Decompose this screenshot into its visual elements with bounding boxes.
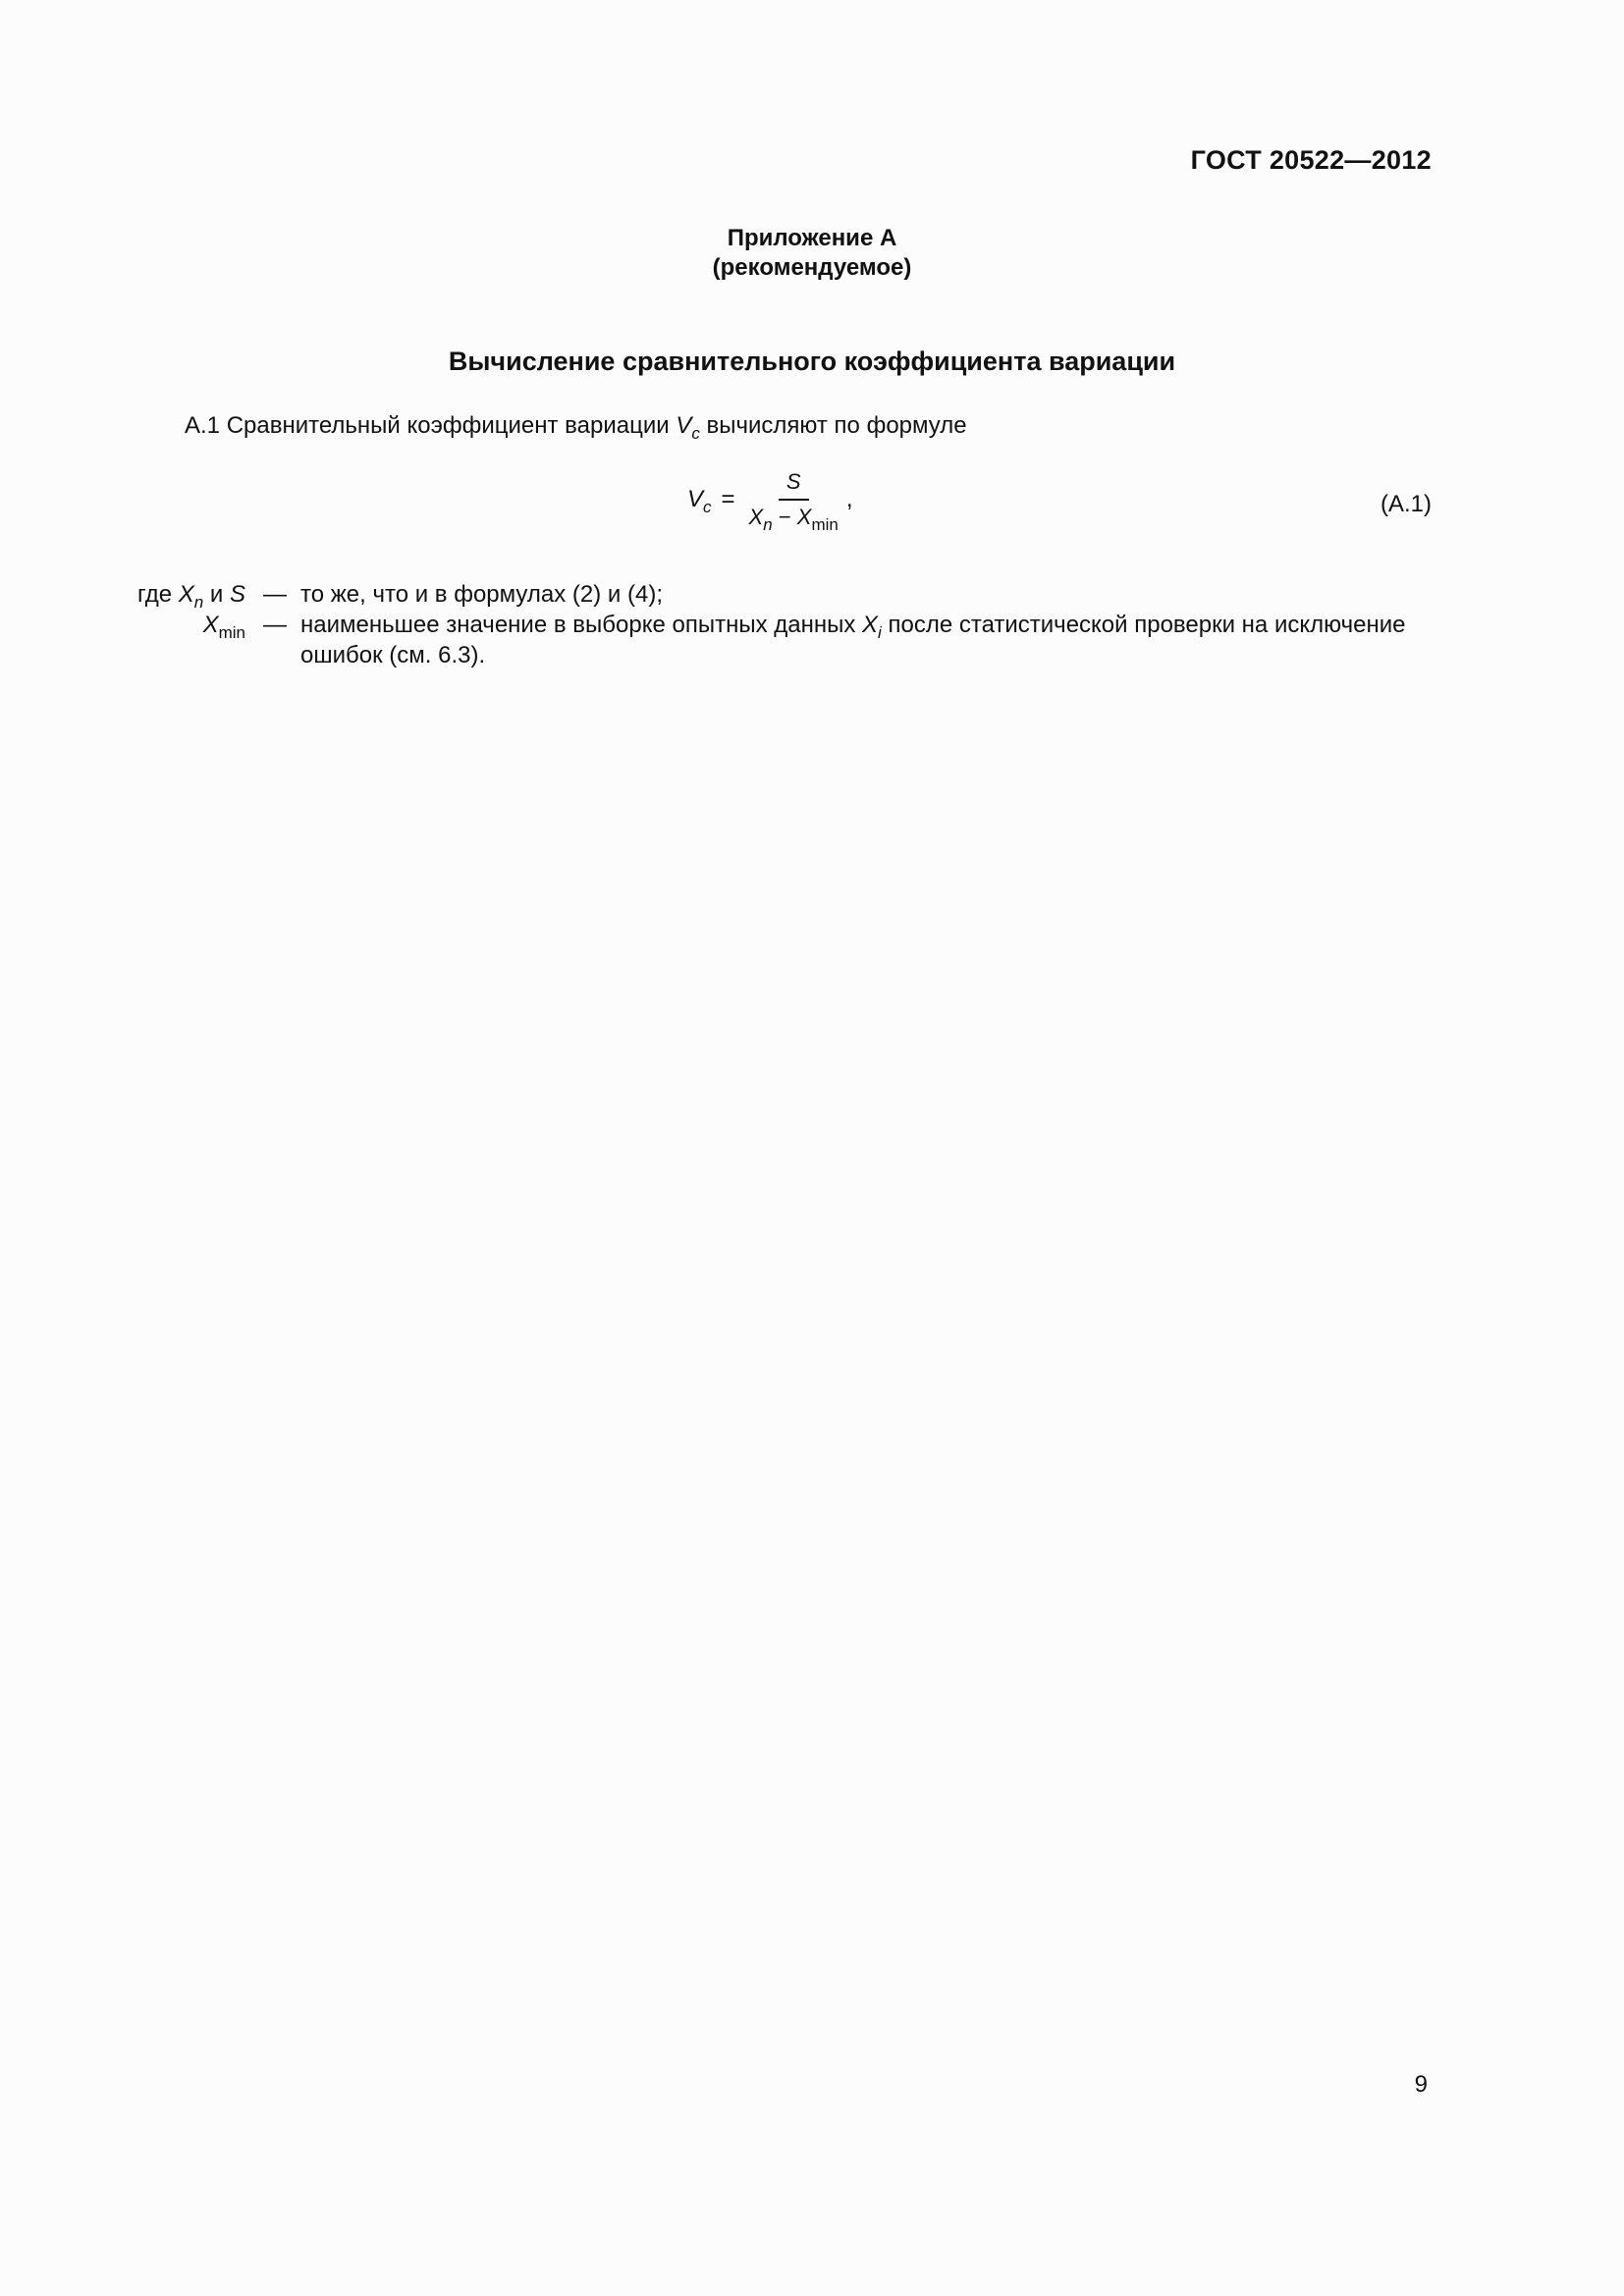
symbol-xi-sub: i — [878, 623, 882, 642]
appendix-title: Приложение А — [727, 225, 897, 251]
definition-symbol — [116, 610, 263, 670]
definition-text-suffix: после статистической проверки на исключение ошибок (см. 6.3). — [300, 612, 1406, 668]
where-lead: где — [137, 581, 173, 608]
den-minus: − — [778, 505, 791, 529]
definition-symbol — [116, 579, 263, 610]
definition-dash: — — [263, 612, 287, 638]
paragraph-a1 — [185, 412, 967, 443]
formula-equals: = — [721, 486, 735, 512]
appendix-status: (рекомендуемое) — [712, 254, 912, 281]
definition-dash: — — [263, 581, 287, 608]
formula-lhs-sub: c — [703, 498, 712, 516]
den-var1: X — [748, 505, 764, 529]
formula-denominator — [743, 501, 844, 534]
section-title: Вычисление сравнительного коэффициента вариации — [448, 347, 1176, 376]
symbol-x: X — [202, 612, 219, 638]
variable-v: V — [676, 412, 692, 439]
variable-v-subscript: c — [691, 424, 700, 443]
where-definitions — [116, 579, 1428, 670]
paragraph-suffix: вычисляют по формуле — [699, 412, 967, 439]
symbol-s: S — [229, 581, 245, 608]
equation-number: (А.1) — [1380, 491, 1432, 517]
definition-row — [116, 610, 1428, 670]
den-var2: X — [796, 505, 812, 529]
page-number: 9 — [1414, 2071, 1428, 2098]
formula-a1 — [687, 469, 853, 534]
definition-text: то же, что и в формулах (2) и (4); — [300, 581, 663, 608]
appendix-heading — [0, 224, 1624, 283]
symbol-x-sub: min — [218, 623, 245, 642]
symbol-and: и — [203, 581, 230, 608]
den-sub1: n — [763, 515, 773, 534]
definition-text-prefix: наименьшее значение в выборке опытных данных — [300, 612, 863, 638]
paragraph-prefix: А.1 Сравнительный коэффициент вариации — [185, 412, 677, 439]
definition-row — [116, 579, 1428, 610]
symbol-x-sub: n — [193, 593, 204, 612]
document-code: ГОСТ 20522—2012 — [1190, 145, 1432, 175]
formula-fraction — [743, 469, 844, 534]
symbol-x: X — [178, 581, 194, 608]
formula-numerator-var: S — [785, 469, 801, 494]
formula-numerator — [779, 469, 809, 501]
formula-comma: , — [845, 486, 853, 512]
den-sub2: min — [811, 515, 839, 534]
formula-lhs-var: V — [687, 486, 704, 512]
symbol-xi: X — [862, 612, 879, 638]
definition-text — [300, 610, 1428, 670]
formula-lhs — [687, 486, 712, 516]
